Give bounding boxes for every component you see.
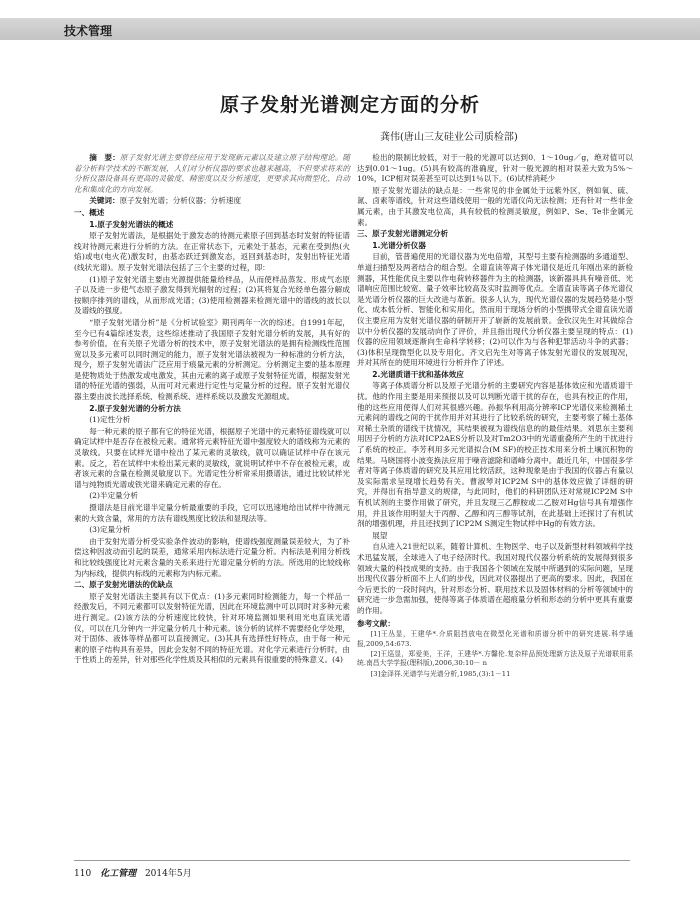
right-column xyxy=(357,153,633,680)
body-paragraph: 由于发射光谱分析受实验条件波动的影响，使谱线强度测量误差较大，为了补偿这种因波动而引起的误差，通常采用内标法进行定量分析。内标法是利用分析线和比较线强度比对元素含量的关系来进行光谱定量分析的方法。所选用的比较线称为内标线，提供内标线的元素称为内标元素。 xyxy=(74,536,350,578)
section-heading: 三、原子发射光谱测定分析 xyxy=(357,229,449,239)
body-paragraph: 检出的限制比较低，对于一般的光源可以达到0．1～10ug／g，绝对值可以达到0.01～1ug。(5)具有较高的准确度，针对一般光源的相对误差大致为5%～10%，ICP相对误差甚至可以达到1％以下。(6)试样消耗少 xyxy=(357,153,633,184)
body-paragraph: (1)原子发射光谱主要由光源提供能量给样品，从而使样品蒸发、形成气态原子以及进一步使气态原子激发得到光辐射的过程；(2)其将复合光经单色器分解成按顺序排列的谱线，从而形成光谱；(3)使用检测器来检测光谱中的谱线的波长以及谱线的强度。 xyxy=(74,274,350,316)
method-heading: (2)半定量分析 xyxy=(89,491,138,501)
body-paragraph: 等离子体质谱分析以及原子光谱分析的主要研究内容是基体效应和光谱质谱干扰。他的作用主要是用来预报以及可以判断光谱干扰的存在，也具有校正的作用，他的这些应用使得人们对其很感兴趣。孙振华利用高分辨率ICP光谱仪来检测稀土元素间的谱线之间的干扰作用并对其进行了比较系统的研究，主要考察了稀土基体对稀土杂质的谱线干扰情况，其结果被视为谱线信息的的最佳结果。刘思东主要利用因子分析的方法对ICP2AES分析以及对Tm2O3中的光谱重叠所产生的干扰进行了系统的校正。李芳利用多元光谱拟合(M SF)的校正技术用来分析土壤沉积物的结果。马晓国将小波变换法应用于噪音滤除和谱峰分离中。最近几年，中国很多学者对等离子体质谱的研究及其应用比较活跃，这种现象是由于我国的仪器占有量以及实际需求呈现增长趋势有关。曹淑琴对ICP2M S中的基体效应做了详细的研究，并得出有指导意义的规律，与此同时，他们的科研团队还对常规ICP2M S中有机试剂的主要作用做了研究，并且发现三乙醇胺或二乙胺对Hg信号具有增强作用，并且该作用明显大于丙醇、乙醇和丙三醇等试剂，在此基础上还探讨了有机试剂的增强机理，并且还找到了ICP2M S测定生物试样中Hg的有效方法。 xyxy=(357,381,633,529)
body-paragraph: 原子发射光谱法主要具有以下优点：(1)多元素同时检测能力，每一个样品一经激发后，不同元素都可以发射特征光谱，因此在环境监测中可以同时对多种元素进行测定。(2)该方法的分析速度比较快，针对环境监测如果利用光电直读光谱仪，可以在几分钟内一并定量分析几十种元素。该分析的试样不需要经化学处理，对于固体、液体等样品都可以直接测定。(3)其具有选择性好特点，由于每一种元素的原子结构具有差异，因此会发射不同的特征光谱。对化学元素进行分析时，由于性质上的差异，针对那些化学性质及其相似的元素具有很重要的特殊意义。(4) xyxy=(74,591,350,665)
method-heading: (3)定量分析 xyxy=(89,525,131,535)
left-column xyxy=(74,153,350,667)
body-paragraph: 每一种元素的原子都有它的特征光谱，根据原子光谱中的元素特征谱线就可以确定试样中是否存在被检元素。通常将元素特征光谱中强度较大的谱线称为元素的灵敏线。只要在试样光谱中检出了某元素的灵敏线，就可以确证试样中存在该元素。反之，若在试样中未检出某元素的灵敏线，就说明试样中不存在被检元素，或者该元素的含量在检测灵敏度以下。光谱定性分析常采用摄谱法，通过比较试样光谱与纯物质光谱或铁光谱来确定元素的存在。 xyxy=(74,426,350,489)
subsection-heading: 展望 xyxy=(372,530,388,540)
reference-item: [1]王丛显，王建华*.介质阻挡放电在微型化光谱和质谱分析中的研究进展.科学通报,2009,54:673. xyxy=(357,630,633,648)
issue-date: 2014年5月 xyxy=(144,869,192,879)
subsection-heading: 1.原子发射光谱法的概述 xyxy=(89,219,174,229)
abstract xyxy=(74,153,350,195)
subsection-heading: 2.原子发射光谱的分析方法 xyxy=(89,403,181,413)
reference-item: [2]王巡显，郑爱美，王洋，王建华*.方馨伦.复杂样品预处理新方法及原子光谱联用系统.南昌大学学报(理科版),2006,30:10－ n xyxy=(357,649,633,668)
subsection-heading: 1.光谱分析仪器 xyxy=(372,240,426,250)
footer-divider xyxy=(74,860,630,861)
abstract-text: 原子发射光谱主要曾经应用于发现新元素以及建立原子结构理论。随着分析科学技术的不断发展，人们对分析仪器的要求也越来越高，不但要求将来的分析仪器设备具有更高的灵敏度、精密度以及分析速度，更要求其向微型化、自动化和集成化的方向发展。 xyxy=(74,153,351,194)
keywords-label: 关键词： xyxy=(89,196,120,206)
body-paragraph: 摄谱法是目前光谱半定量分析最重要的手段，它可以迅速地给出试样中待测元素的大致含量，常用的方法有谱线黑度比较法和显现法等。 xyxy=(74,503,350,523)
journal-name: 化工管理 xyxy=(100,869,137,879)
body-paragraph: 原子发射光谱法，是根据处于激发态的待测元素原子回到基态时发射的特征谱线对待测元素进行分析的方法。在正常状态下，元素处于基态，元素在受到热(火焰)或电(电火花)激发时，由基态跃迁到激发态，返回到基态时，发射出特征光谱(线状光谱)。原子发射光谱法包括了三个主要的过程，即： xyxy=(74,231,350,272)
page-number: 110 xyxy=(74,869,92,879)
keywords-text: 原子发射光谱；分析仪器；分析速度 xyxy=(119,196,242,206)
subsection-heading: 2.光谱质谱干扰和基体效应 xyxy=(372,369,464,379)
body-paragraph: “原子发射光谱分析”是《分析试验室》期刊两年一次的综述。自1991年起，至今已有4篇综述发表，这些综述推动了我国原子发射光谱分析的发展，具有好的参考价值。在有关原子光谱分析的技术中，原子发射光谱法的是拥有检测线性范围宽以及多元素可以同时测定的能力，原子发射光谱法被视为一种标准的分析方法，现今，原子发射光谱法广泛应用于痕量元素的分析测定。分析测定主要的基本原理是使物质处于热激发或电激发，其由元素的离子或原子发射特征光谱，根据发射光谱的特征光谱的强弱，从而可对元素进行定性与定量分析的过程。原子发射光谱仪器主要由波长选择系统、检测系统、进样系统以及激发光源组成。 xyxy=(74,317,350,402)
reference-item: [3]金泽祥.光谱学与光谱分析,1985,(3):1－11 xyxy=(370,669,511,678)
left-column-body xyxy=(74,208,350,666)
right-column-body xyxy=(357,153,633,617)
section-heading: 二、原子发射光谱法的优缺点 xyxy=(74,580,173,590)
method-heading: (1)定性分析 xyxy=(89,415,131,425)
article-author: 龚伟(唐山三友硅业公司质检部) xyxy=(380,132,518,143)
body-paragraph: 目前，管普遍使用的光谱仪器为光电倍增，其型号主要有检测器的多通道型、单道扫描型及两者结合的组合型。全谱直读等离子体光谱仪是近几年刚出来的新检测器，其性能优良主要以作电荷转移器件为主的检测器，该新器具具有噪音低、光谱响应范围比较宽、量子效率比较高及实时监测等优点。全谱直读等离子体光谱仪是光谱分析仪器的巨大改进与革新。很多人认为，现代光谱仪器的发展趋势是小型化、成本低分析、智能化和实用化，然而用于现场分析的小型携带式全谱直读光谱仪主要应用为发射光谱仪器的研制开开了崭新的发展前景。金钦汉先生对其做综合以中分析仪器的发展动向作了评价，并且指出现代分析仪器主要呈现的特点：(1)仪器的应用领域逐渐向生命科学转移；(2)可以作为与各种犯罪活动斗争的武器；(3)体积呈现微型化以及专用化。齐文启先生对等离子体发射光谱仪的发展现况，并对其所在的使用环境进行分析并作了评述。 xyxy=(357,252,633,368)
references-heading: 参考文献： xyxy=(357,618,395,628)
section-heading: 一、概述 xyxy=(74,207,105,217)
body-paragraph: 自从进入21世纪以来，随着计算机、生物医学、电子以及新型材料领域科学技术迅猛发展，全球进入了电子经济时代。我国对现代仪器分析系统的发展得到很多领域大量的科技成果的支持。由于我国各个领域在发展中所遇到的实际问题，呈现出现代仪器分析面不上人们的步伐，因此对仪器提出了更高的要求。因此，我国在今后更长的一段时间内，针对形态分析、联用技术以及固体材料的分析等领域中的研究进一步急需加强，使得等离子体质谱在超痕量分析和形态的分析中更具有重要的作用。 xyxy=(357,542,633,615)
article-title: 原子发射光谱测定方面的分析 xyxy=(219,94,480,116)
abstract-label: 摘 要： xyxy=(89,153,120,162)
keywords xyxy=(74,196,350,207)
page-footer xyxy=(74,866,192,879)
reference-list xyxy=(357,630,633,679)
section-label: 技术管理 xyxy=(64,24,113,38)
body-paragraph: 原子发射光谱法的缺点是：一些常见的非金属处于远紫外区，例如氧、硫、氮、卤素等谱线，针对这些谱线使用一般的光谱仪尚无法检测；还有针对一些非金属元素，由于其激发电位高，具有较低的检测灵敏度，例如P、Se、Te非金属元素。 xyxy=(357,185,633,227)
